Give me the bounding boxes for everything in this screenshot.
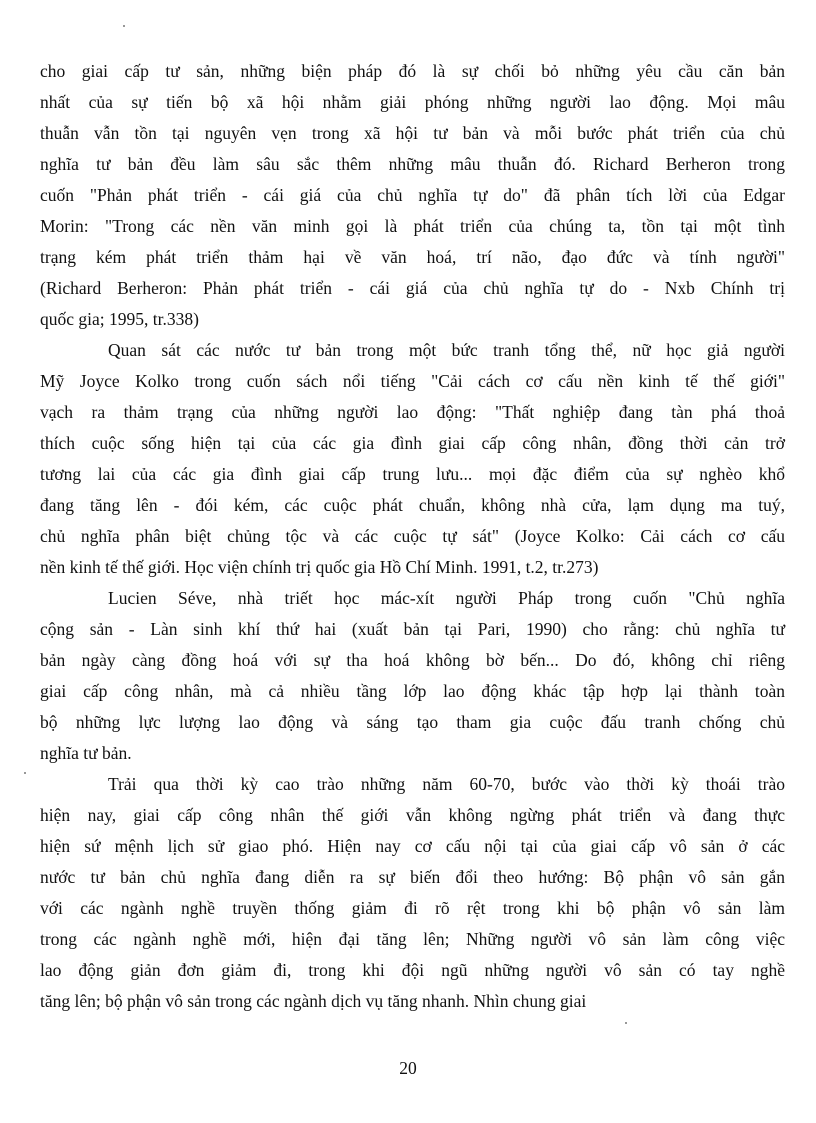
paragraph: [40, 769, 785, 1017]
text-line: chủ nghĩa phân biệt chủng tộc và các cuộc tự sát" (Joyce Kolko: Cải cách cơ cấu: [40, 526, 785, 546]
text-line: giai cấp công nhân, mà cả nhiều tầng lớp lao động khác tập hợp lại thành toàn: [40, 681, 785, 701]
text-line: hiện nay, giai cấp công nhân thế giới vẫn không ngừng phát triển và đang thực: [40, 805, 785, 825]
text-line: nước tư bản chủ nghĩa đang diễn ra sự biến đổi theo hướng: Bộ phận vô sản gắn: [40, 867, 785, 887]
text-line: Mỹ Joyce Kolko trong cuốn sách nổi tiếng "Cải cách cơ cấu nền kinh tế thế giới": [40, 371, 785, 391]
text-line: (Richard Berheron: Phản phát triển - cái giá của chủ nghĩa tự do - Nxb Chính trị: [40, 278, 785, 298]
text-line: cho giai cấp tư sản, những biện pháp đó là sự chối bỏ những yêu cầu căn bản: [40, 61, 785, 81]
text-line: Trải qua thời kỳ cao trào những năm 60-70, bước vào thời kỳ thoái trào: [108, 774, 785, 794]
paragraph: [40, 583, 785, 769]
text-line: tương lai của các gia đình giai cấp trung lưu... mọi đặc điểm của sự nghèo khổ: [40, 464, 785, 484]
text-line: trong các ngành nghề mới, hiện đại tăng lên; Những người vô sản làm công việc: [40, 929, 785, 949]
body-text: [40, 56, 785, 1017]
text-line: đang tăng lên - đói kém, các cuộc phát chuẩn, không nhà cửa, lạm dụng ma tuý,: [40, 495, 785, 515]
page-number: 20: [399, 1058, 417, 1078]
text-line: lao động giản đơn giảm đi, trong khi đội ngũ những người vô sản có tay nghề: [40, 960, 785, 980]
text-line: cuốn "Phản phát triển - cái giá của chủ nghĩa tự do" đã phân tích lời của Edgar: [40, 185, 785, 205]
text-line: với các ngành nghề truyền thống giảm đi rõ rệt trong khi bộ phận vô sản làm: [40, 898, 785, 918]
paragraph: [40, 335, 785, 583]
scan-speck: [123, 25, 125, 27]
text-line: hiện sứ mệnh lịch sử giao phó. Hiện nay cơ cấu nội tại của giai cấp vô sản ở các: [40, 836, 785, 856]
text-line: cộng sản - Làn sinh khí thứ hai (xuất bản tại Pari, 1990) cho rằng: chủ nghĩa tư: [40, 619, 785, 639]
text-line: nghĩa tư bản.: [40, 743, 132, 763]
text-line: nhất của sự tiến bộ xã hội nhằm giải phóng những người lao động. Mọi mâu: [40, 92, 785, 112]
text-line: bản ngày càng đồng hoá với sự tha hoá không bờ bến... Do đó, không chỉ riêng: [40, 650, 785, 670]
text-line: Quan sát các nước tư bản trong một bức tranh tổng thể, nữ học giả người: [108, 340, 785, 360]
text-line: tăng lên; bộ phận vô sản trong các ngành dịch vụ tăng nhanh. Nhìn chung giai: [40, 991, 587, 1011]
text-line: quốc gia; 1995, tr.338): [40, 309, 199, 329]
text-line: bộ những lực lượng lao động và sáng tạo tham gia cuộc đấu tranh chống chủ: [40, 712, 785, 732]
paragraph: [40, 56, 785, 335]
text-line: nền kinh tế thế giới. Học viện chính trị quốc gia Hồ Chí Minh. 1991, t.2, tr.273): [40, 557, 599, 577]
text-line: Lucien Séve, nhà triết học mác-xít người Pháp trong cuốn "Chủ nghĩa: [108, 588, 785, 608]
scan-speck: [24, 772, 26, 774]
text-line: thuẫn vẫn tồn tại nguyên vẹn trong xã hội tư bản và mỗi bước phát triển của chủ: [40, 123, 785, 143]
text-line: nghĩa tư bản đều làm sâu sắc thêm những mâu thuẫn đó. Richard Berheron trong: [40, 154, 785, 174]
scan-speck: [625, 1022, 627, 1024]
text-line: vạch ra thảm trạng của những người lao động: "Thất nghiệp đang tàn phá thoả: [40, 402, 785, 422]
text-line: thích cuộc sống hiện tại của các gia đình giai cấp công nhân, đồng thời cản trở: [40, 433, 785, 453]
text-line: Morin: "Trong các nền văn minh gọi là phát triển của chúng ta, tồn tại một tình: [40, 216, 785, 236]
text-line: trạng kém phát triển thảm hại về văn hoá, trí não, đạo đức và tính người": [40, 247, 785, 267]
